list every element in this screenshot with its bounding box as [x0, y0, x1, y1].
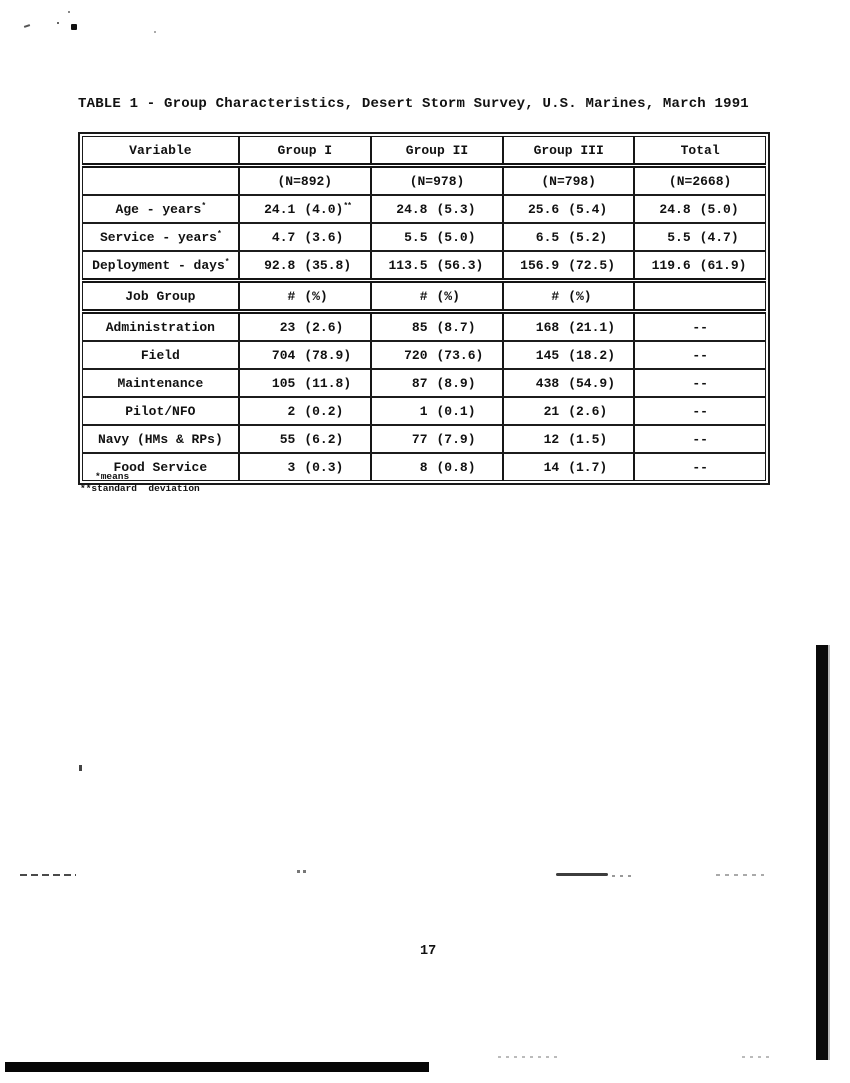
food-total: -- [634, 453, 765, 481]
scan-dash-artifact [612, 875, 632, 877]
field-group3: 145 (18.2) [503, 341, 634, 369]
n-group3: (N=798) [503, 166, 634, 196]
scan-dash-artifact [742, 1056, 772, 1058]
footnote-standard-deviation: **standard deviation [80, 483, 200, 494]
scan-dash-artifact [498, 1056, 562, 1058]
food-group2: 8 (0.8) [371, 453, 503, 481]
age-total: 24.8 (5.0) [634, 195, 765, 223]
service-group3: 6.5 (5.2) [503, 223, 634, 251]
scan-dash-artifact [20, 874, 76, 876]
footnote-means: *means [95, 471, 130, 482]
table-row [83, 397, 766, 425]
n-total: (N=2668) [634, 166, 765, 196]
table-row [83, 251, 766, 281]
navy-group3: 12 (1.5) [503, 425, 634, 453]
row-label-deployment: Deployment - days* [83, 251, 239, 281]
empty-cell [634, 281, 765, 312]
deployment-total: 119.6 (61.9) [634, 251, 765, 281]
footnote-marker: * [216, 229, 221, 239]
maintenance-group1: 105 (11.8) [239, 369, 371, 397]
administration-group3: 168 (21.1) [503, 312, 634, 342]
empty-cell [83, 166, 239, 196]
food-group1: 3 (0.3) [239, 453, 371, 481]
table-row [83, 453, 766, 481]
count-pct-header-group2: # (%) [371, 281, 503, 312]
column-header-total: Total [634, 137, 765, 166]
row-label-age: Age - years* [83, 195, 239, 223]
scan-speck [24, 24, 30, 28]
deployment-group1: 92.8 (35.8) [239, 251, 371, 281]
row-label-service: Service - years* [83, 223, 239, 251]
table-row [83, 223, 766, 251]
page-number: 17 [420, 944, 437, 959]
row-label-administration: Administration [83, 312, 239, 342]
service-total: 5.5 (4.7) [634, 223, 765, 251]
age-group1: 24.1 (4.0)** [239, 195, 371, 223]
navy-group2: 77 (7.9) [371, 425, 503, 453]
scan-binding-bar-vertical [816, 645, 828, 1060]
scan-speck [57, 22, 59, 24]
scan-dash-artifact [716, 874, 764, 876]
scan-speck [79, 765, 82, 771]
row-label-food-service: Food Service [113, 459, 208, 475]
administration-group2: 85 (8.7) [371, 312, 503, 342]
pilot-group3: 21 (2.6) [503, 397, 634, 425]
table-title: TABLE 1 - Group Characteristics, Desert Storm Survey, U.S. Marines, March 1991 [78, 96, 749, 112]
table-row [83, 341, 766, 369]
n-group1: (N=892) [239, 166, 371, 196]
column-header-group2: Group II [371, 137, 503, 166]
sample-size-row [83, 166, 766, 196]
footnote-marker: * [224, 257, 229, 267]
field-group1: 704 (78.9) [239, 341, 371, 369]
maintenance-group3: 438 (54.9) [503, 369, 634, 397]
field-group2: 720 (73.6) [371, 341, 503, 369]
age-group3: 25.6 (5.4) [503, 195, 634, 223]
job-group-header: Job Group [83, 281, 239, 312]
maintenance-total: -- [634, 369, 765, 397]
age-group2: 24.8 (5.3) [371, 195, 503, 223]
maintenance-group2: 87 (8.9) [371, 369, 503, 397]
table-row [83, 195, 766, 223]
scan-speck [71, 24, 77, 30]
field-total: -- [634, 341, 765, 369]
scan-binding-bar-bottom [5, 1062, 429, 1072]
scan-dash-artifact [297, 870, 309, 873]
scan-speck [68, 11, 70, 13]
n-group2: (N=978) [371, 166, 503, 196]
administration-total: -- [634, 312, 765, 342]
scan-speck [154, 31, 156, 33]
service-group2: 5.5 (5.0) [371, 223, 503, 251]
row-label-field: Field [83, 341, 239, 369]
group-characteristics-table [78, 132, 770, 485]
table-header-row [83, 137, 766, 166]
count-pct-header-group1: # (%) [239, 281, 371, 312]
count-pct-header-group3: # (%) [503, 281, 634, 312]
food-group3: 14 (1.7) [503, 453, 634, 481]
administration-group1: 23 (2.6) [239, 312, 371, 342]
column-header-variable: Variable [83, 137, 239, 166]
deployment-group2: 113.5 (56.3) [371, 251, 503, 281]
footnote-marker: ** [343, 201, 351, 211]
row-label-maintenance: Maintenance [83, 369, 239, 397]
row-label-navy: Navy (HMs & RPs) [83, 425, 239, 453]
column-header-group1: Group I [239, 137, 371, 166]
scan-dash-artifact [556, 873, 608, 876]
pilot-group2: 1 (0.1) [371, 397, 503, 425]
job-group-header-row [83, 281, 766, 312]
column-header-group3: Group III [503, 137, 634, 166]
table-row [83, 425, 766, 453]
deployment-group3: 156.9 (72.5) [503, 251, 634, 281]
row-label-pilot-nfo: Pilot/NFO [83, 397, 239, 425]
table-row [83, 312, 766, 342]
pilot-group1: 2 (0.2) [239, 397, 371, 425]
navy-group1: 55 (6.2) [239, 425, 371, 453]
footnote-marker: * [201, 201, 206, 211]
table-row [83, 369, 766, 397]
navy-total: -- [634, 425, 765, 453]
pilot-total: -- [634, 397, 765, 425]
service-group1: 4.7 (3.6) [239, 223, 371, 251]
